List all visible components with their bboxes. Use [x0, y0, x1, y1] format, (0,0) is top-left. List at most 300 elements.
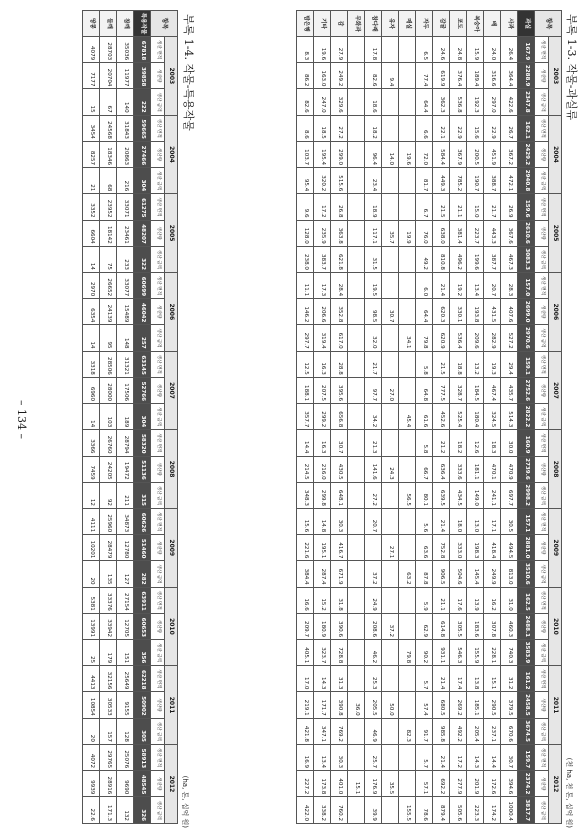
- table-cell: 17.2: [450, 744, 467, 770]
- sub-header: 생산량: [151, 63, 165, 89]
- table-cell: [348, 37, 365, 63]
- table-cell: 237.1: [484, 718, 501, 744]
- table-cell: 18.5: [314, 115, 331, 141]
- table-cell: 515.6: [331, 168, 348, 194]
- table-cell: 287.4: [314, 561, 331, 587]
- table-cell: [348, 797, 365, 824]
- total-row: [518, 11, 535, 824]
- table-cell: 8.3: [297, 37, 314, 63]
- table-cell: 546.3: [450, 640, 467, 666]
- table-cell: 320.2: [314, 168, 331, 194]
- table-cell: 58913: [134, 744, 151, 770]
- table-cell: 17.8: [365, 37, 382, 63]
- table-cell: 985.8: [433, 718, 450, 744]
- table-cell: 620.9: [433, 325, 450, 351]
- table-cell: 2822.2: [518, 404, 535, 430]
- year-header: 2005: [165, 194, 178, 273]
- table-cell: 23.4: [365, 168, 382, 194]
- table-cell: 30.3: [331, 508, 348, 534]
- table-cell: 22.1: [433, 115, 450, 141]
- table-cell: 60699: [134, 272, 151, 298]
- year-header: 2012: [549, 744, 562, 823]
- sub-header: 생산량: [151, 377, 165, 403]
- sub-header: 생산량: [151, 220, 165, 246]
- table-cell: 24.3: [382, 456, 399, 482]
- table-cell: 769.2: [331, 718, 348, 744]
- table-cell: 46.2: [365, 640, 382, 666]
- table-cell: 18142: [100, 220, 117, 246]
- sub-header: 생산 면적: [151, 508, 165, 534]
- row-label: 자두: [416, 11, 433, 37]
- table-cell: [348, 115, 365, 141]
- sub-header: 생산 금액: [151, 89, 165, 115]
- sub-header: 생산 면적: [151, 272, 165, 298]
- table-cell: 22.6: [83, 797, 100, 824]
- table-cell: 27.0: [382, 377, 399, 403]
- table-cell: 26652: [100, 272, 117, 298]
- table-cell: 51136: [134, 456, 151, 482]
- table-cell: 60653: [134, 613, 151, 639]
- table-cell: 505.6: [450, 797, 467, 824]
- table-cell: 2488.1: [518, 613, 535, 639]
- table-cell: [382, 194, 399, 220]
- table-cell: 216: [117, 168, 134, 194]
- table-cell: 17.2: [314, 194, 331, 220]
- table-cell: 19.6: [399, 141, 416, 167]
- table-cell: 205.5: [365, 692, 382, 718]
- table-cell: 18.3: [484, 430, 501, 456]
- table-cell: 363.8: [331, 220, 348, 246]
- table-cell: 50902: [134, 692, 151, 718]
- table-cell: [399, 377, 416, 403]
- table-cell: 19472: [117, 456, 134, 482]
- table-cell: [399, 692, 416, 718]
- table-cell: 24205: [100, 456, 117, 482]
- table-a-title: 부록 1-3. 작물-과실류: [565, 14, 578, 121]
- sub-header: 생산량: [535, 692, 549, 718]
- table-cell: 176.9: [365, 771, 382, 797]
- table-cell: 352.8: [331, 299, 348, 325]
- table-row: [501, 11, 518, 824]
- table-cell: 906.5: [433, 561, 450, 587]
- table-cell: 297.7: [297, 325, 314, 351]
- table-cell: 2699.0: [518, 299, 535, 325]
- table-cell: 514.3: [501, 404, 518, 430]
- table-cell: 584.4: [433, 141, 450, 167]
- table-cell: 200.5: [467, 141, 484, 167]
- table-cell: 95.4: [297, 168, 314, 194]
- table-cell: 14: [83, 404, 100, 430]
- table-cell: 21.1: [433, 587, 450, 613]
- table-cell: [382, 404, 399, 430]
- sub-header: 생산 금액: [535, 640, 549, 666]
- table-cell: 151: [117, 640, 134, 666]
- table-cell: 326: [134, 797, 151, 824]
- row-label: 밤은행: [297, 11, 314, 37]
- sub-header: 생산 금액: [535, 482, 549, 508]
- row-label: 과실: [518, 11, 535, 37]
- table-cell: 167.9: [518, 37, 535, 63]
- table-cell: 31321: [117, 351, 134, 377]
- table-cell: 5.8: [416, 430, 433, 456]
- table-cell: 395.6: [331, 377, 348, 403]
- table-cell: 20: [83, 718, 100, 744]
- table-cell: 777.5: [433, 377, 450, 403]
- table-cell: 28000: [100, 377, 117, 403]
- sub-header: 생산 면적: [151, 744, 165, 770]
- sub-header: 생산 면적: [535, 430, 549, 456]
- sub-header: 생산 면적: [535, 744, 549, 770]
- table-cell: [382, 508, 399, 534]
- table-cell: 2752.6: [518, 377, 535, 403]
- table-cell: 384.4: [297, 561, 314, 587]
- table-row: [83, 11, 100, 824]
- table-cell: 249.2: [331, 63, 348, 89]
- table-cell: 26.8: [331, 194, 348, 220]
- sub-header: 생산 금액: [535, 89, 549, 115]
- sub-header: 생산 금액: [535, 325, 549, 351]
- table-cell: 257: [134, 325, 151, 351]
- table-cell: 30.7: [382, 299, 399, 325]
- table-cell: 13.0: [467, 508, 484, 534]
- table-cell: 32.0: [365, 325, 382, 351]
- sub-header: 생산량: [535, 63, 549, 89]
- table-cell: 27.9: [331, 37, 348, 63]
- table-cell: 362.3: [433, 89, 450, 115]
- table-cell: 247.0: [314, 89, 331, 115]
- table-cell: 492.2: [450, 718, 467, 744]
- table-cell: 9.6: [297, 194, 314, 220]
- table-cell: 30533: [100, 692, 117, 718]
- table-cell: 13.4: [467, 272, 484, 298]
- table-cell: [348, 194, 365, 220]
- table-cell: 25649: [117, 666, 134, 692]
- table-cell: 159.7: [518, 744, 535, 770]
- sub-header: 생산 금액: [151, 561, 165, 587]
- table-cell: 18.0: [450, 508, 467, 534]
- table-cell: 2970: [83, 272, 100, 298]
- table-row: [117, 11, 134, 824]
- table-cell: 16.3: [314, 351, 331, 377]
- table-cell: 183.6: [467, 613, 484, 639]
- table-cell: 282.9: [484, 325, 501, 351]
- table-cell: [399, 299, 416, 325]
- table-cell: 16.6: [297, 587, 314, 613]
- table-cell: 12.6: [467, 430, 484, 456]
- table-cell: 472.1: [501, 168, 518, 194]
- table-cell: 98.5: [365, 299, 382, 325]
- table-cell: 174.2: [484, 797, 501, 824]
- table-cell: 39858: [134, 63, 151, 89]
- table-cell: 760.2: [331, 797, 348, 824]
- table-cell: 639.5: [433, 482, 450, 508]
- sub-header: 생산량: [151, 535, 165, 561]
- table-cell: [399, 351, 416, 377]
- table-cell: [399, 587, 416, 613]
- table-cell: 155.5: [399, 797, 416, 824]
- table-cell: 207.5: [314, 377, 331, 403]
- table-cell: 63.2: [399, 561, 416, 587]
- table-cell: 192.3: [467, 89, 484, 115]
- table-cell: 14.8: [314, 508, 331, 534]
- table-cell: 17.0: [297, 666, 314, 692]
- table-cell: 19.2: [450, 272, 467, 298]
- table-cell: 28.4: [331, 272, 348, 298]
- table-cell: 33071: [117, 194, 134, 220]
- table-cell: 21.3: [365, 430, 382, 456]
- table-cell: 31.5: [365, 246, 382, 272]
- year-header: 2004: [165, 115, 178, 194]
- table-cell: 614.8: [433, 613, 450, 639]
- table-cell: 697.7: [501, 482, 518, 508]
- table-cell: 76.0: [416, 220, 433, 246]
- table-cell: 5.6: [416, 508, 433, 534]
- table-cell: 163.0: [314, 63, 331, 89]
- table-cell: 221.6: [297, 535, 314, 561]
- table-cell: [382, 168, 399, 194]
- table-cell: 452.6: [433, 404, 450, 430]
- row-label: 들깨: [100, 11, 117, 37]
- table-cell: 52766: [134, 377, 151, 403]
- table-cell: 740.3: [501, 640, 518, 666]
- table-cell: 322: [134, 246, 151, 272]
- table-cell: 8.6: [297, 115, 314, 141]
- table-cell: 57.1: [416, 771, 433, 797]
- table-cell: 67818: [134, 37, 151, 63]
- table-cell: 17.4: [450, 666, 467, 692]
- sub-header: 생산 면적: [151, 351, 165, 377]
- table-cell: 671.9: [331, 561, 348, 587]
- table-cell: 86.2: [297, 63, 314, 89]
- row-label: 사과: [501, 11, 518, 37]
- table-cell: 35.7: [382, 220, 399, 246]
- row-label: 무화과: [348, 11, 365, 37]
- table-cell: 6960: [83, 377, 100, 403]
- row-label: 포도: [450, 11, 467, 37]
- table-cell: 49.2: [416, 246, 433, 272]
- table-cell: 2881.0: [518, 535, 535, 561]
- table-cell: 752.8: [433, 535, 450, 561]
- sub-header: 생산 금액: [151, 640, 165, 666]
- table-cell: 173.8: [314, 771, 331, 797]
- table-cell: 2940.8: [518, 168, 535, 194]
- table-cell: 680.5: [433, 692, 450, 718]
- table-cell: [382, 482, 399, 508]
- table-cell: 159.1: [518, 351, 535, 377]
- table-cell: 14.4: [484, 744, 501, 770]
- table-cell: 422.0: [297, 797, 314, 824]
- table-cell: 33077: [117, 272, 134, 298]
- table-cell: [399, 508, 416, 534]
- table-cell: 9155: [117, 692, 134, 718]
- table-cell: 19.3: [484, 351, 501, 377]
- sub-header: 생산 금액: [151, 797, 165, 824]
- table-cell: 30.7: [331, 430, 348, 456]
- table-cell: 63911: [134, 587, 151, 613]
- table-cell: 28.8: [331, 351, 348, 377]
- table-cell: 189.4: [467, 63, 484, 89]
- sub-header: 생산 금액: [151, 246, 165, 272]
- table-cell: 18.6: [365, 89, 382, 115]
- sub-header: 생산 면적: [151, 666, 165, 692]
- sub-header: 생산 면적: [151, 115, 165, 141]
- row-label: 유자: [382, 11, 399, 37]
- table-cell: [348, 351, 365, 377]
- table-cell: 146.2: [297, 299, 314, 325]
- table-cell: 235.9: [314, 220, 331, 246]
- table-cell: 2429.2: [518, 141, 535, 167]
- table-cell: 34.1: [399, 325, 416, 351]
- table-cell: 162.1: [518, 115, 535, 141]
- table-cell: 20.7: [484, 272, 501, 298]
- table-cell: 223.3: [467, 797, 484, 824]
- table-cell: 10854: [83, 692, 100, 718]
- year-header: 2007: [549, 351, 562, 430]
- table-cell: 421.8: [297, 718, 314, 744]
- table-cell: 241.1: [484, 482, 501, 508]
- table-cell: 27154: [117, 587, 134, 613]
- table-cell: 117.1: [365, 220, 382, 246]
- table-cell: 21.4: [433, 744, 450, 770]
- table-cell: 17.1: [484, 508, 501, 534]
- table-cell: 297.0: [484, 89, 501, 115]
- table-row: [416, 11, 433, 824]
- table-cell: 39.9: [365, 797, 382, 824]
- table-cell: 15.2: [314, 587, 331, 613]
- table-row: [331, 11, 348, 824]
- table-cell: 931.1: [433, 640, 450, 666]
- table-cell: 20: [83, 561, 100, 587]
- table-cell: [348, 587, 365, 613]
- table-cell: 209.7: [297, 613, 314, 639]
- table-cell: 35.5: [382, 771, 399, 797]
- table-row: [100, 11, 117, 824]
- table-cell: 21.2: [433, 430, 450, 456]
- table-cell: 3366: [83, 430, 100, 456]
- table-cell: 422.6: [501, 89, 518, 115]
- table-cell: 15.0: [467, 194, 484, 220]
- row-label: 배: [484, 11, 501, 37]
- table-cell: 21.4: [433, 666, 450, 692]
- table-cell: 27.1: [382, 535, 399, 561]
- sub-header: 생산 면적: [151, 587, 165, 613]
- sub-header: 생산량: [151, 771, 165, 797]
- table-cell: [348, 299, 365, 325]
- table-cell: 21: [83, 168, 100, 194]
- table-cell: 214.5: [297, 456, 314, 482]
- table-cell: 13.8: [467, 666, 484, 692]
- table-cell: 149.0: [467, 482, 484, 508]
- table-cell: 103.7: [297, 141, 314, 167]
- table-cell: 3083.3: [518, 246, 535, 272]
- table-cell: 4072: [83, 744, 100, 770]
- sub-header: 생산량: [151, 456, 165, 482]
- table-cell: 14: [83, 246, 100, 272]
- sub-header: 생산량: [535, 220, 549, 246]
- table-cell: 2998.2: [518, 482, 535, 508]
- corner-header: 항목: [535, 11, 562, 37]
- table-cell: [348, 482, 365, 508]
- table-cell: 216.0: [314, 456, 331, 482]
- table-cell: 6354: [83, 299, 100, 325]
- year-header: 2010: [165, 587, 178, 666]
- table-cell: 329.6: [331, 89, 348, 115]
- table-cell: 23461: [117, 220, 134, 246]
- table-cell: 30.7: [501, 744, 518, 770]
- table-row: [297, 11, 314, 824]
- table-cell: 394.6: [501, 771, 518, 797]
- table-cell: [399, 63, 416, 89]
- table-cell: 157.0: [518, 272, 535, 298]
- table-cell: 13.9: [467, 587, 484, 613]
- table-cell: 79.8: [399, 640, 416, 666]
- table-cell: 467.4: [484, 377, 501, 403]
- table-cell: 92: [100, 482, 117, 508]
- table-cell: 290.5: [484, 692, 501, 718]
- sub-header: 생산량: [535, 456, 549, 482]
- year-header: 2004: [549, 115, 562, 194]
- table-cell: 27.2: [331, 115, 348, 141]
- table-cell: 26.4: [501, 37, 518, 63]
- table-b-unit: (ha, 톤, 십억 원): [181, 775, 189, 828]
- table-cell: 145.4: [467, 561, 484, 587]
- table-cell: 348.3: [297, 482, 314, 508]
- table-cell: 12.5: [297, 351, 314, 377]
- table-row: [348, 11, 365, 824]
- table-cell: 189: [117, 404, 134, 430]
- table-cell: 209.6: [467, 325, 484, 351]
- table-cell: 2288.9: [518, 63, 535, 89]
- table-cell: 9.4: [382, 63, 399, 89]
- table-cell: 356: [134, 640, 151, 666]
- table-cell: 383.7: [314, 246, 331, 272]
- table-cell: 13.4: [314, 744, 331, 770]
- table-cell: 330.1: [450, 299, 467, 325]
- year-header: 2012: [165, 744, 178, 823]
- table-cell: [348, 744, 365, 770]
- table-cell: 31.0: [501, 587, 518, 613]
- table-cell: 195.1: [314, 535, 331, 561]
- sub-header: 생산 면적: [535, 508, 549, 534]
- table-cell: 338.2: [314, 797, 331, 824]
- table-cell: 17.6: [450, 587, 467, 613]
- table-cell: 31.8: [331, 587, 348, 613]
- table-cell: 128: [117, 718, 134, 744]
- year-header: 2011: [549, 666, 562, 745]
- table-cell: 62.9: [416, 613, 433, 639]
- table-cell: 621.8: [331, 246, 348, 272]
- table-cell: 59665: [134, 115, 151, 141]
- table-cell: 16.3: [314, 430, 331, 456]
- table-cell: 21.7: [484, 194, 501, 220]
- table-cell: 388.7: [484, 168, 501, 194]
- table-cell: [348, 613, 365, 639]
- table-cell: 19.5: [365, 272, 382, 298]
- table-cell: 390.8: [331, 692, 348, 718]
- table-cell: 20.7: [365, 508, 382, 534]
- table-cell: 72.0: [416, 141, 433, 167]
- table-cell: 63.6: [416, 535, 433, 561]
- table-cell: 367.9: [450, 141, 467, 167]
- table-cell: 180.9: [314, 613, 331, 639]
- table-cell: 135: [100, 561, 117, 587]
- table-cell: [348, 666, 365, 692]
- table-a-unit: (천 ha, 천 톤, 십억 원): [565, 757, 573, 828]
- table-cell: [348, 508, 365, 534]
- table-cell: 20704: [100, 63, 117, 89]
- table-cell: 12: [83, 482, 100, 508]
- sub-header: 생산량: [151, 141, 165, 167]
